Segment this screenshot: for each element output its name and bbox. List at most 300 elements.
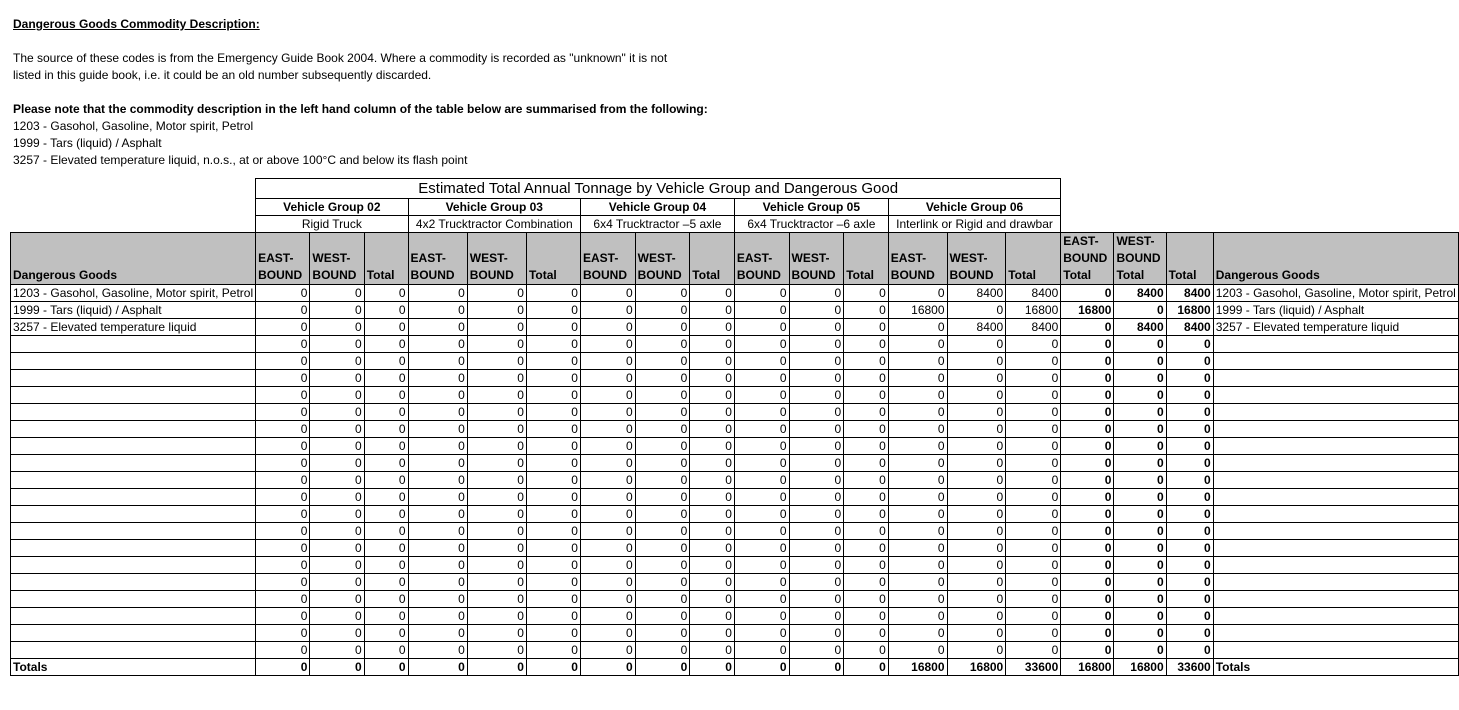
value-cell: 0 xyxy=(364,404,408,421)
goods-label xyxy=(11,625,256,642)
value-cell: 0 xyxy=(789,557,844,574)
table-row xyxy=(11,591,1459,608)
value-cell: 0 xyxy=(256,642,310,659)
column-header-west: WEST-BOUND xyxy=(310,233,364,285)
value-cell: 0 xyxy=(580,523,635,540)
value-cell: 0 xyxy=(844,574,889,591)
grand-total-cell: 0 xyxy=(1166,574,1213,591)
column-header-west: WEST-BOUND xyxy=(947,233,1006,285)
goods-label-right xyxy=(1213,421,1458,438)
tonnage-table xyxy=(10,178,1459,676)
value-cell: 0 xyxy=(467,591,526,608)
value-cell: 0 xyxy=(310,557,364,574)
grand-total-cell: 0 xyxy=(1166,506,1213,523)
value-cell: 0 xyxy=(947,370,1006,387)
east-total-cell: 0 xyxy=(1061,557,1114,574)
value-cell: 0 xyxy=(947,608,1006,625)
value-cell: 0 xyxy=(580,557,635,574)
value-cell: 0 xyxy=(789,625,844,642)
goods-label-right xyxy=(1213,625,1458,642)
value-cell: 0 xyxy=(888,489,947,506)
value-cell: 0 xyxy=(364,455,408,472)
east-total-cell: 0 xyxy=(1061,421,1114,438)
value-cell: 0 xyxy=(310,472,364,489)
value-cell: 0 xyxy=(467,540,526,557)
east-total-cell: 0 xyxy=(1061,625,1114,642)
value-cell: 0 xyxy=(580,608,635,625)
column-header-west: WEST-BOUND xyxy=(635,233,690,285)
table-row xyxy=(11,455,1459,472)
value-cell: 0 xyxy=(690,489,735,506)
value-cell: 0 xyxy=(635,625,690,642)
vehicle-group-header: Vehicle Group 02 xyxy=(256,199,408,216)
east-total-cell: 0 xyxy=(1061,642,1114,659)
value-cell: 0 xyxy=(947,421,1006,438)
goods-label xyxy=(11,455,256,472)
column-header-total: Total xyxy=(844,233,889,285)
value-cell: 0 xyxy=(408,285,467,302)
value-cell: 0 xyxy=(844,438,889,455)
east-total-cell: 0 xyxy=(1061,540,1114,557)
value-cell: 0 xyxy=(1006,523,1061,540)
value-cell: 0 xyxy=(635,591,690,608)
value-cell: 0 xyxy=(580,353,635,370)
value-cell: 0 xyxy=(364,591,408,608)
value-cell: 0 xyxy=(310,523,364,540)
east-total-cell: 0 xyxy=(1061,574,1114,591)
value-cell: 0 xyxy=(690,540,735,557)
value-cell: 0 xyxy=(526,523,580,540)
value-cell: 0 xyxy=(690,404,735,421)
value-cell: 0 xyxy=(310,642,364,659)
intro-line: The source of these codes is from the Emergency Guide Book 2004. Where a commodity is recorded as "unknown" it is not xyxy=(13,51,668,65)
table-row xyxy=(11,285,1459,302)
west-total-cell: 0 xyxy=(1114,523,1166,540)
value-cell: 0 xyxy=(467,455,526,472)
value-cell: 0 xyxy=(526,608,580,625)
value-cell: 0 xyxy=(844,472,889,489)
value-cell: 0 xyxy=(635,370,690,387)
value-cell: 0 xyxy=(467,387,526,404)
west-total-cell: 0 xyxy=(1114,438,1166,455)
grand-total-cell: 16800 xyxy=(1166,302,1213,319)
value-cell: 0 xyxy=(789,438,844,455)
value-cell: 0 xyxy=(580,336,635,353)
value-cell: 0 xyxy=(734,438,789,455)
value-cell: 0 xyxy=(635,285,690,302)
value-cell: 0 xyxy=(690,642,735,659)
east-total-cell: 0 xyxy=(1061,506,1114,523)
value-cell: 0 xyxy=(526,421,580,438)
column-header-goods: Dangerous Goods xyxy=(11,233,256,285)
goods-label-right: 1999 - Tars (liquid) / Asphalt xyxy=(1213,302,1458,319)
table-title: Estimated Total Annual Tonnage by Vehicle Group and Dangerous Good xyxy=(256,179,1061,199)
value-cell: 0 xyxy=(408,302,467,319)
value-cell: 0 xyxy=(690,608,735,625)
value-cell: 0 xyxy=(467,353,526,370)
grand-total-cell: 0 xyxy=(1166,455,1213,472)
value-cell: 0 xyxy=(310,319,364,336)
value-cell: 0 xyxy=(364,642,408,659)
value-cell: 0 xyxy=(467,438,526,455)
value-cell: 0 xyxy=(310,574,364,591)
value-cell: 0 xyxy=(734,421,789,438)
value-cell: 0 xyxy=(789,404,844,421)
vehicle-group-desc: 6x4 Trucktractor –6 axle xyxy=(734,216,888,233)
value-cell: 0 xyxy=(310,285,364,302)
value-cell: 0 xyxy=(256,591,310,608)
value-cell: 0 xyxy=(467,302,526,319)
value-cell: 0 xyxy=(690,472,735,489)
grand-total-cell: 8400 xyxy=(1166,319,1213,336)
grand-total-cell: 0 xyxy=(1166,438,1213,455)
value-cell: 0 xyxy=(734,591,789,608)
total-value-cell: 16800 xyxy=(947,659,1006,676)
value-cell: 0 xyxy=(888,319,947,336)
value-cell: 0 xyxy=(888,336,947,353)
value-cell: 0 xyxy=(734,540,789,557)
value-cell: 0 xyxy=(947,472,1006,489)
east-total-cell: 0 xyxy=(1061,438,1114,455)
east-total-cell: 0 xyxy=(1061,370,1114,387)
value-cell: 0 xyxy=(690,438,735,455)
total-value-cell: 0 xyxy=(310,659,364,676)
column-header-east: EAST-BOUND xyxy=(888,233,947,285)
goods-label xyxy=(11,574,256,591)
value-cell: 0 xyxy=(888,387,947,404)
west-total-cell: 0 xyxy=(1114,642,1166,659)
goods-label xyxy=(11,370,256,387)
value-cell: 0 xyxy=(526,489,580,506)
column-header-total: Total xyxy=(526,233,580,285)
value-cell: 0 xyxy=(789,319,844,336)
value-cell: 0 xyxy=(310,591,364,608)
value-cell: 0 xyxy=(789,421,844,438)
value-cell: 0 xyxy=(408,438,467,455)
goods-label: 1203 - Gasohol, Gasoline, Motor spirit, Petrol xyxy=(11,285,256,302)
value-cell: 0 xyxy=(947,302,1006,319)
grand-total-cell: 0 xyxy=(1166,642,1213,659)
value-cell: 0 xyxy=(888,642,947,659)
value-cell: 0 xyxy=(789,608,844,625)
value-cell: 0 xyxy=(844,319,889,336)
column-header-east: EAST-BOUND xyxy=(734,233,789,285)
value-cell: 0 xyxy=(1006,472,1061,489)
value-cell: 0 xyxy=(789,353,844,370)
value-cell: 0 xyxy=(789,523,844,540)
value-cell: 0 xyxy=(734,319,789,336)
intro-line: listed in this guide book, i.e. it could be an old number subsequently discarded. xyxy=(13,68,432,82)
goods-label xyxy=(11,489,256,506)
value-cell: 0 xyxy=(635,506,690,523)
value-cell: 0 xyxy=(364,574,408,591)
value-cell: 0 xyxy=(789,302,844,319)
value-cell: 0 xyxy=(844,455,889,472)
value-cell: 0 xyxy=(580,319,635,336)
grand-total-cell: 0 xyxy=(1166,523,1213,540)
east-total-cell: 0 xyxy=(1061,353,1114,370)
value-cell: 0 xyxy=(947,642,1006,659)
value-cell: 0 xyxy=(580,472,635,489)
goods-label-right xyxy=(1213,336,1458,353)
table-row xyxy=(11,387,1459,404)
value-cell: 0 xyxy=(467,523,526,540)
total-value-cell: 16800 xyxy=(888,659,947,676)
table-row xyxy=(11,370,1459,387)
value-cell: 0 xyxy=(467,557,526,574)
value-cell: 0 xyxy=(690,353,735,370)
goods-label xyxy=(11,421,256,438)
value-cell: 0 xyxy=(734,642,789,659)
value-cell: 0 xyxy=(844,642,889,659)
grand-total-cell: 0 xyxy=(1166,625,1213,642)
value-cell: 0 xyxy=(844,489,889,506)
total-value-cell: 0 xyxy=(408,659,467,676)
value-cell: 0 xyxy=(580,540,635,557)
value-cell: 0 xyxy=(888,404,947,421)
value-cell: 0 xyxy=(888,574,947,591)
value-cell: 0 xyxy=(467,319,526,336)
value-cell: 0 xyxy=(256,302,310,319)
value-cell: 0 xyxy=(526,625,580,642)
value-cell: 0 xyxy=(467,608,526,625)
value-cell: 0 xyxy=(364,608,408,625)
value-cell: 0 xyxy=(580,370,635,387)
value-cell: 0 xyxy=(364,523,408,540)
goods-label-right xyxy=(1213,438,1458,455)
value-cell: 0 xyxy=(526,438,580,455)
value-cell: 0 xyxy=(467,625,526,642)
value-cell: 0 xyxy=(580,455,635,472)
goods-label xyxy=(11,404,256,421)
value-cell: 0 xyxy=(888,523,947,540)
vehicle-group-header: Vehicle Group 05 xyxy=(734,199,888,216)
value-cell: 0 xyxy=(888,285,947,302)
goods-label-right xyxy=(1213,574,1458,591)
column-header-grand-total: Total xyxy=(1166,233,1213,285)
goods-label-right xyxy=(1213,404,1458,421)
value-cell: 0 xyxy=(364,319,408,336)
goods-label xyxy=(11,353,256,370)
value-cell: 0 xyxy=(1006,591,1061,608)
value-cell: 0 xyxy=(844,506,889,523)
goods-label xyxy=(11,523,256,540)
value-cell: 0 xyxy=(364,540,408,557)
value-cell: 0 xyxy=(789,387,844,404)
value-cell: 0 xyxy=(1006,370,1061,387)
grand-total-cell: 0 xyxy=(1166,557,1213,574)
value-cell: 0 xyxy=(526,574,580,591)
value-cell: 0 xyxy=(734,455,789,472)
grand-total-cell: 0 xyxy=(1166,591,1213,608)
value-cell: 0 xyxy=(256,557,310,574)
value-cell: 0 xyxy=(844,625,889,642)
west-total-cell: 8400 xyxy=(1114,319,1166,336)
value-cell: 0 xyxy=(580,574,635,591)
value-cell: 0 xyxy=(635,523,690,540)
value-cell: 0 xyxy=(256,336,310,353)
grand-total-cell: 33600 xyxy=(1166,659,1213,676)
value-cell: 0 xyxy=(256,387,310,404)
total-value-cell: 0 xyxy=(690,659,735,676)
value-cell: 16800 xyxy=(888,302,947,319)
value-cell: 0 xyxy=(467,472,526,489)
value-cell: 0 xyxy=(635,472,690,489)
value-cell: 0 xyxy=(844,302,889,319)
west-total-cell: 0 xyxy=(1114,302,1166,319)
total-value-cell: 0 xyxy=(789,659,844,676)
goods-label xyxy=(11,438,256,455)
west-total-cell: 0 xyxy=(1114,472,1166,489)
east-total-cell: 0 xyxy=(1061,591,1114,608)
value-cell: 0 xyxy=(408,455,467,472)
value-cell: 0 xyxy=(635,353,690,370)
vehicle-group-desc: Interlink or Rigid and drawbar xyxy=(888,216,1060,233)
value-cell: 0 xyxy=(408,370,467,387)
value-cell: 0 xyxy=(635,455,690,472)
value-cell: 0 xyxy=(734,404,789,421)
value-cell: 0 xyxy=(635,404,690,421)
value-cell: 0 xyxy=(947,455,1006,472)
west-total-cell: 0 xyxy=(1114,608,1166,625)
table-row xyxy=(11,421,1459,438)
grand-total-cell: 0 xyxy=(1166,336,1213,353)
value-cell: 0 xyxy=(256,523,310,540)
value-cell: 0 xyxy=(844,421,889,438)
value-cell: 0 xyxy=(526,557,580,574)
value-cell: 0 xyxy=(364,336,408,353)
value-cell: 0 xyxy=(844,370,889,387)
table-row xyxy=(11,336,1459,353)
value-cell: 0 xyxy=(690,557,735,574)
goods-label-right xyxy=(1213,387,1458,404)
value-cell: 0 xyxy=(734,353,789,370)
intro-heading: Dangerous Goods Commodity Description: xyxy=(13,17,260,31)
value-cell: 0 xyxy=(888,557,947,574)
value-cell: 0 xyxy=(1006,421,1061,438)
value-cell: 0 xyxy=(310,506,364,523)
value-cell: 16800 xyxy=(1006,302,1061,319)
goods-label xyxy=(11,540,256,557)
value-cell: 0 xyxy=(310,370,364,387)
column-header-east-total: EAST-BOUND Total xyxy=(1061,233,1114,285)
goods-label-right xyxy=(1213,370,1458,387)
grand-total-cell: 0 xyxy=(1166,353,1213,370)
value-cell: 0 xyxy=(789,370,844,387)
value-cell: 0 xyxy=(526,472,580,489)
column-header-total: Total xyxy=(1006,233,1061,285)
goods-label: 3257 - Elevated temperature liquid xyxy=(11,319,256,336)
value-cell: 0 xyxy=(526,404,580,421)
value-cell: 0 xyxy=(256,319,310,336)
total-value-cell: 0 xyxy=(580,659,635,676)
east-total-cell: 0 xyxy=(1061,336,1114,353)
totals-row xyxy=(11,659,1459,676)
west-total-cell: 16800 xyxy=(1114,659,1166,676)
value-cell: 0 xyxy=(947,336,1006,353)
value-cell: 0 xyxy=(310,608,364,625)
value-cell: 0 xyxy=(888,421,947,438)
intro-note: Please note that the commodity description in the left hand column of the table below are summarised from the following: xyxy=(13,102,708,116)
table-row xyxy=(11,642,1459,659)
code-line: 3257 - Elevated temperature liquid, n.o.s., at or above 100°C and below its flash point xyxy=(13,153,468,167)
value-cell: 0 xyxy=(1006,455,1061,472)
grand-total-cell: 0 xyxy=(1166,608,1213,625)
value-cell: 0 xyxy=(635,302,690,319)
vehicle-group-header: Vehicle Group 06 xyxy=(888,199,1060,216)
value-cell: 0 xyxy=(364,557,408,574)
value-cell: 0 xyxy=(526,506,580,523)
value-cell: 0 xyxy=(947,523,1006,540)
value-cell: 0 xyxy=(635,642,690,659)
value-cell: 0 xyxy=(789,489,844,506)
value-cell: 0 xyxy=(364,370,408,387)
value-cell: 0 xyxy=(408,608,467,625)
value-cell: 0 xyxy=(256,370,310,387)
table-row xyxy=(11,404,1459,421)
value-cell: 0 xyxy=(310,353,364,370)
value-cell: 0 xyxy=(844,608,889,625)
value-cell: 0 xyxy=(364,387,408,404)
value-cell: 0 xyxy=(256,455,310,472)
table-row xyxy=(11,540,1459,557)
column-header-total: Total xyxy=(690,233,735,285)
value-cell: 0 xyxy=(635,438,690,455)
value-cell: 0 xyxy=(364,353,408,370)
value-cell: 0 xyxy=(734,387,789,404)
value-cell: 0 xyxy=(844,557,889,574)
east-total-cell: 0 xyxy=(1061,489,1114,506)
value-cell: 0 xyxy=(734,557,789,574)
value-cell: 0 xyxy=(580,625,635,642)
total-value-cell: 0 xyxy=(734,659,789,676)
west-total-cell: 0 xyxy=(1114,557,1166,574)
goods-label-right xyxy=(1213,608,1458,625)
east-total-cell: 16800 xyxy=(1061,302,1114,319)
goods-label-right xyxy=(1213,591,1458,608)
value-cell: 0 xyxy=(635,336,690,353)
table-row xyxy=(11,472,1459,489)
value-cell: 0 xyxy=(888,455,947,472)
totals-label: Totals xyxy=(11,659,256,676)
value-cell: 0 xyxy=(467,642,526,659)
total-value-cell: 0 xyxy=(635,659,690,676)
table-row xyxy=(11,523,1459,540)
value-cell: 0 xyxy=(690,421,735,438)
value-cell: 0 xyxy=(844,523,889,540)
value-cell: 0 xyxy=(580,506,635,523)
value-cell: 0 xyxy=(1006,625,1061,642)
value-cell: 0 xyxy=(734,370,789,387)
value-cell: 0 xyxy=(310,455,364,472)
vehicle-group-desc: 6x4 Trucktractor –5 axle xyxy=(580,216,734,233)
east-total-cell: 0 xyxy=(1061,404,1114,421)
value-cell: 0 xyxy=(580,421,635,438)
value-cell: 0 xyxy=(789,574,844,591)
goods-label-right xyxy=(1213,353,1458,370)
value-cell: 0 xyxy=(789,285,844,302)
value-cell: 0 xyxy=(1006,353,1061,370)
table-row xyxy=(11,302,1459,319)
code-line: 1999 - Tars (liquid) / Asphalt xyxy=(13,136,162,150)
goods-label xyxy=(11,472,256,489)
grand-total-cell: 0 xyxy=(1166,370,1213,387)
value-cell: 0 xyxy=(580,591,635,608)
value-cell: 0 xyxy=(635,540,690,557)
east-total-cell: 16800 xyxy=(1061,659,1114,676)
west-total-cell: 0 xyxy=(1114,404,1166,421)
value-cell: 0 xyxy=(1006,489,1061,506)
